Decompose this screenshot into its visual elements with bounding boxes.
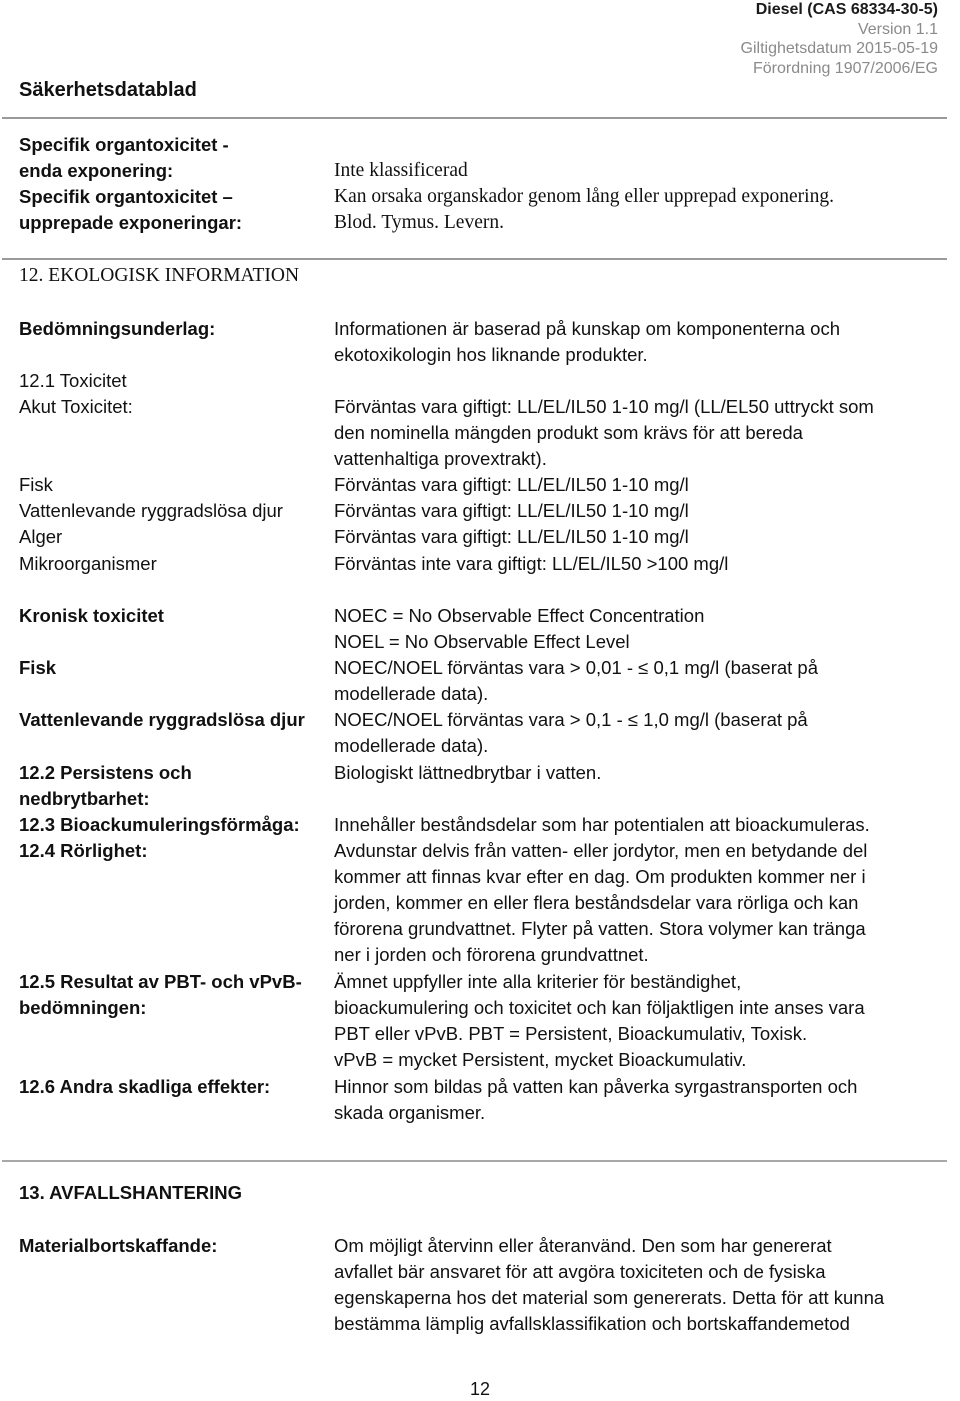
algae-value: Förväntas vara giftigt: LL/EL/IL50 1-10 mg/l	[334, 526, 689, 547]
acute-toxicity-value-1: Förväntas vara giftigt: LL/EL/IL50 1-10 mg/l (LL/EL50 uttryckt som	[334, 396, 874, 417]
stot-repeat-value-1: Kan orsaka organskador genom lång eller upprepad exponering.	[334, 186, 834, 207]
basis-value-1: Informationen är baserad på kunskap om komponenterna och	[334, 318, 840, 339]
mobility-value-5: ner i jorden och förorena grundvattnet.	[334, 944, 649, 965]
product-name: Diesel (CAS 68334-30-5)	[755, 1, 938, 18]
acute-toxicity-value-3: vattenhaltiga provextrakt).	[334, 448, 547, 469]
stot-single-value: Inte klassificerad	[334, 160, 468, 181]
noel-definition: NOEL = No Observable Effect Level	[334, 631, 630, 652]
stot-repeat-label-2: upprepade exponeringar:	[19, 212, 243, 233]
persistence-value: Biologiskt lättnedbrytbar i vatten.	[334, 762, 602, 783]
stot-repeat-value-2: Blod. Tymus. Levern.	[334, 212, 504, 233]
mobility-value-1: Avdunstar delvis från vatten- eller jordytor, men en betydande del	[334, 840, 868, 861]
version: Version 1.1	[857, 20, 938, 38]
fish-label: Fisk	[19, 474, 53, 495]
pbt-value-2: bioackumulering och toxicitet och kan följaktligen inte anses vara	[334, 997, 865, 1018]
chronic-invertebrates-label: Vattenlevande ryggradslösa djur	[19, 709, 305, 730]
algae-label: Alger	[19, 526, 63, 547]
stot-repeat-label-1: Specifik organtoxicitet –	[19, 186, 233, 207]
persistence-label-2: nedbrytbarhet:	[19, 788, 150, 809]
chronic-invertebrates-value-2: modellerade data).	[334, 735, 489, 756]
other-effects-value-1: Hinnor som bildas på vatten kan påverka syrgastransporten och	[334, 1076, 858, 1097]
mobility-value-2: kommer att finnas kvar efter en dag. Om produkten kommer ner i	[334, 866, 866, 887]
header-divider	[2, 117, 947, 119]
chronic-fish-value-2: modellerade data).	[334, 683, 489, 704]
basis-value-2: ekotoxikologin hos liknande produkter.	[334, 344, 648, 365]
chronic-invertebrates-value-1: NOEC/NOEL förväntas vara > 0,1 - ≤ 1,0 mg/l (baserat på	[334, 709, 808, 730]
stot-single-label-2: enda exponering:	[19, 160, 174, 181]
pbt-value-4: vPvB = mycket Persistent, mycket Bioackumulativ.	[334, 1049, 747, 1070]
other-effects-label: 12.6 Andra skadliga effekter:	[19, 1076, 271, 1097]
pbt-value-3: PBT eller vPvB. PBT = Persistent, Bioackumulativ, Toxisk.	[334, 1023, 808, 1044]
invertebrates-label: Vattenlevande ryggradslösa djur	[19, 500, 283, 521]
disposal-value-4: bestämma lämplig avfallsklassifikation och bortskaffandemetod	[334, 1313, 850, 1334]
disposal-value-2: avfallet bär ansvaret för att avgöra toxiciteten och de fysiska	[334, 1261, 826, 1282]
bioaccumulation-label: 12.3 Bioackumuleringsförmåga:	[19, 814, 300, 835]
page-number: 12	[469, 1379, 491, 1399]
section-13-title: 13. AVFALLSHANTERING	[19, 1182, 243, 1203]
document-title: Säkerhetsdatablad	[19, 79, 197, 101]
regulation: Förordning 1907/2006/EG	[752, 59, 938, 77]
stot-divider	[2, 258, 947, 260]
valid-date: Giltighetsdatum 2015-05-19	[740, 40, 938, 57]
section-12-title: 12. EKOLOGISK INFORMATION	[19, 265, 300, 286]
mobility-label: 12.4 Rörlighet:	[19, 840, 148, 861]
bioaccumulation-value: Innehåller beståndsdelar som har potentialen att bioackumuleras.	[334, 814, 870, 835]
chronic-fish-label: Fisk	[19, 657, 57, 678]
acute-toxicity-label: Akut Toxicitet:	[19, 396, 133, 417]
toxicity-heading: 12.1 Toxicitet	[19, 370, 127, 391]
mobility-value-4: förorena grundvattnet. Flyter på vatten. Stora volymer kan tränga	[334, 918, 866, 939]
noec-definition: NOEC = No Observable Effect Concentration	[334, 605, 705, 626]
disposal-value-3: egenskaperna hos det material som genererats. Detta för att kunna	[334, 1287, 885, 1308]
disposal-value-1: Om möjligt återvinn eller återanvänd. Den som har genererat	[334, 1235, 832, 1256]
chronic-fish-value-1: NOEC/NOEL förväntas vara > 0,01 - ≤ 0,1 mg/l (baserat på	[334, 657, 818, 678]
basis-label: Bedömningsunderlag:	[19, 318, 216, 339]
microorganisms-label: Mikroorganismer	[19, 553, 157, 574]
persistence-label-1: 12.2 Persistens och	[19, 762, 192, 783]
section-12-divider	[2, 1160, 947, 1162]
acute-toxicity-value-2: den nominella mängden produkt som krävs för att bereda	[334, 422, 803, 443]
pbt-label-2: bedömningen:	[19, 997, 147, 1018]
pbt-label-1: 12.5 Resultat av PBT- och vPvB-	[19, 971, 302, 992]
disposal-label: Materialbortskaffande:	[19, 1235, 218, 1256]
document-header-info	[741, 0, 938, 78]
other-effects-value-2: skada organismer.	[334, 1102, 486, 1123]
microorganisms-value: Förväntas inte vara giftigt: LL/EL/IL50 >100 mg/l	[334, 553, 729, 574]
mobility-value-3: jorden, kommer en eller flera beståndsdelar vara rörliga och kan	[334, 892, 859, 913]
chronic-toxicity-label: Kronisk toxicitet	[19, 605, 164, 626]
invertebrates-value: Förväntas vara giftigt: LL/EL/IL50 1-10 mg/l	[334, 500, 689, 521]
stot-single-label-1: Specifik organtoxicitet -	[19, 134, 229, 155]
pbt-value-1: Ämnet uppfyller inte alla kriterier för beständighet,	[334, 971, 742, 992]
fish-value: Förväntas vara giftigt: LL/EL/IL50 1-10 mg/l	[334, 474, 689, 495]
